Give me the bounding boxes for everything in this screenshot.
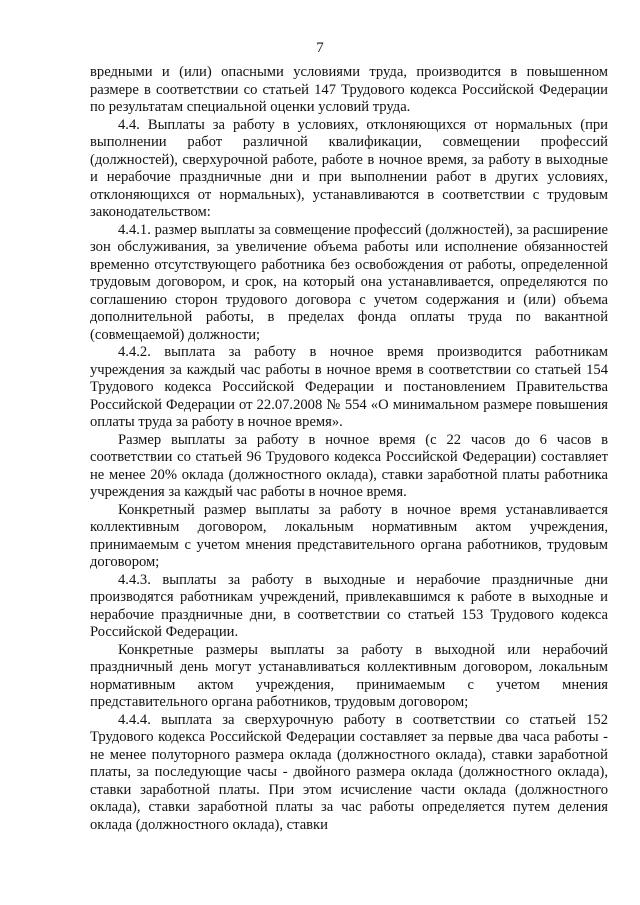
paragraph-holiday-specific: Конкретные размеры выплаты за работу в выходной или нерабочий праздничный день могут устанавливаться коллективным договором, локальным нормативным актом учреждения, принимаемым с учетом мнения представительного органа работников, трудовым договором; <box>90 641 608 710</box>
paragraph-4-4-2: 4.4.2. выплата за работу в ночное время производится работникам учреждения за каждый час работы в ночное время в соответствии со статьей 154 Трудового кодекса Российской Федерации и постановлением Правительства Российской Федерации от 22.07.2008 № 554 «О минимальном размере повышения оплаты труда за работу в ночное время». <box>90 344 608 430</box>
paragraph-continuation: вредными и (или) опасными условиями труда, производится в повышенном размере в соответствии со статьей 147 Трудового кодекса Российской Федерации по результатам специальной оценки условий труда. <box>90 64 608 115</box>
paragraph-night-rate: Размер выплаты за работу в ночное время (с 22 часов до 6 часов в соответствии со статьей 96 Трудового кодекса Российской Федерации) составляет не менее 20% оклада (должностного оклада), ставки заработной платы работника учреждения за каждый час работы в ночное время. <box>90 431 608 500</box>
paragraph-4-4: 4.4. Выплаты за работу в условиях, отклоняющихся от нормальных (при выполнении работ различной квалификации, совмещении профессий (должностей), сверхурочной работе, работе в ночное время, за работу в выходные и нерабочие праздничные дни и при выполнении работ в других условиях, отклоняющихся от нормальных), устанавливаются в соответствии с трудовым законодательством: <box>90 116 608 220</box>
paragraph-4-4-1: 4.4.1. размер выплаты за совмещение профессий (должностей), за расширение зон обслуживания, за увеличение объема работы или исполнение обязанностей временно отсутствующего работника без освобождения от работы, определенной трудовым договором, и срок, на который она устанавливается, определяются по соглашению сторон трудового договора с учетом содержания и (или) объема дополнительной работы, в пределах фонда оплаты труда по вакантной (совмещаемой) должности; <box>90 221 608 343</box>
paragraph-night-specific: Конкретный размер выплаты за работу в ночное время устанавливается коллективным договором, локальным нормативным актом учреждения, принимаемым с учетом мнения представительного органа работников, трудовым договором; <box>90 501 608 570</box>
paragraph-4-4-3: 4.4.3. выплаты за работу в выходные и нерабочие праздничные дни производятся работникам учреждений, привлекавшимся к работе в выходные и нерабочие праздничные дни, в соответствии со статьей 153 Трудового кодекса Российской Федерации. <box>90 571 608 640</box>
page-number: 7 <box>316 40 324 56</box>
document-body <box>90 64 608 834</box>
paragraph-4-4-4: 4.4.4. выплата за сверхурочную работу в соответствии со статьей 152 Трудового кодекса Российской Федерации составляет за первые два часа работы - не менее полуторного размера оклада (должностного оклада), ставки заработной платы, за последующие часы - двойного размера оклада (должностного оклада), ставки заработной платы. При этом исчисление части оклада (должностного оклада), ставки заработной платы за час работы определяется путем деления оклада (должностного оклада), ставки <box>90 711 608 833</box>
